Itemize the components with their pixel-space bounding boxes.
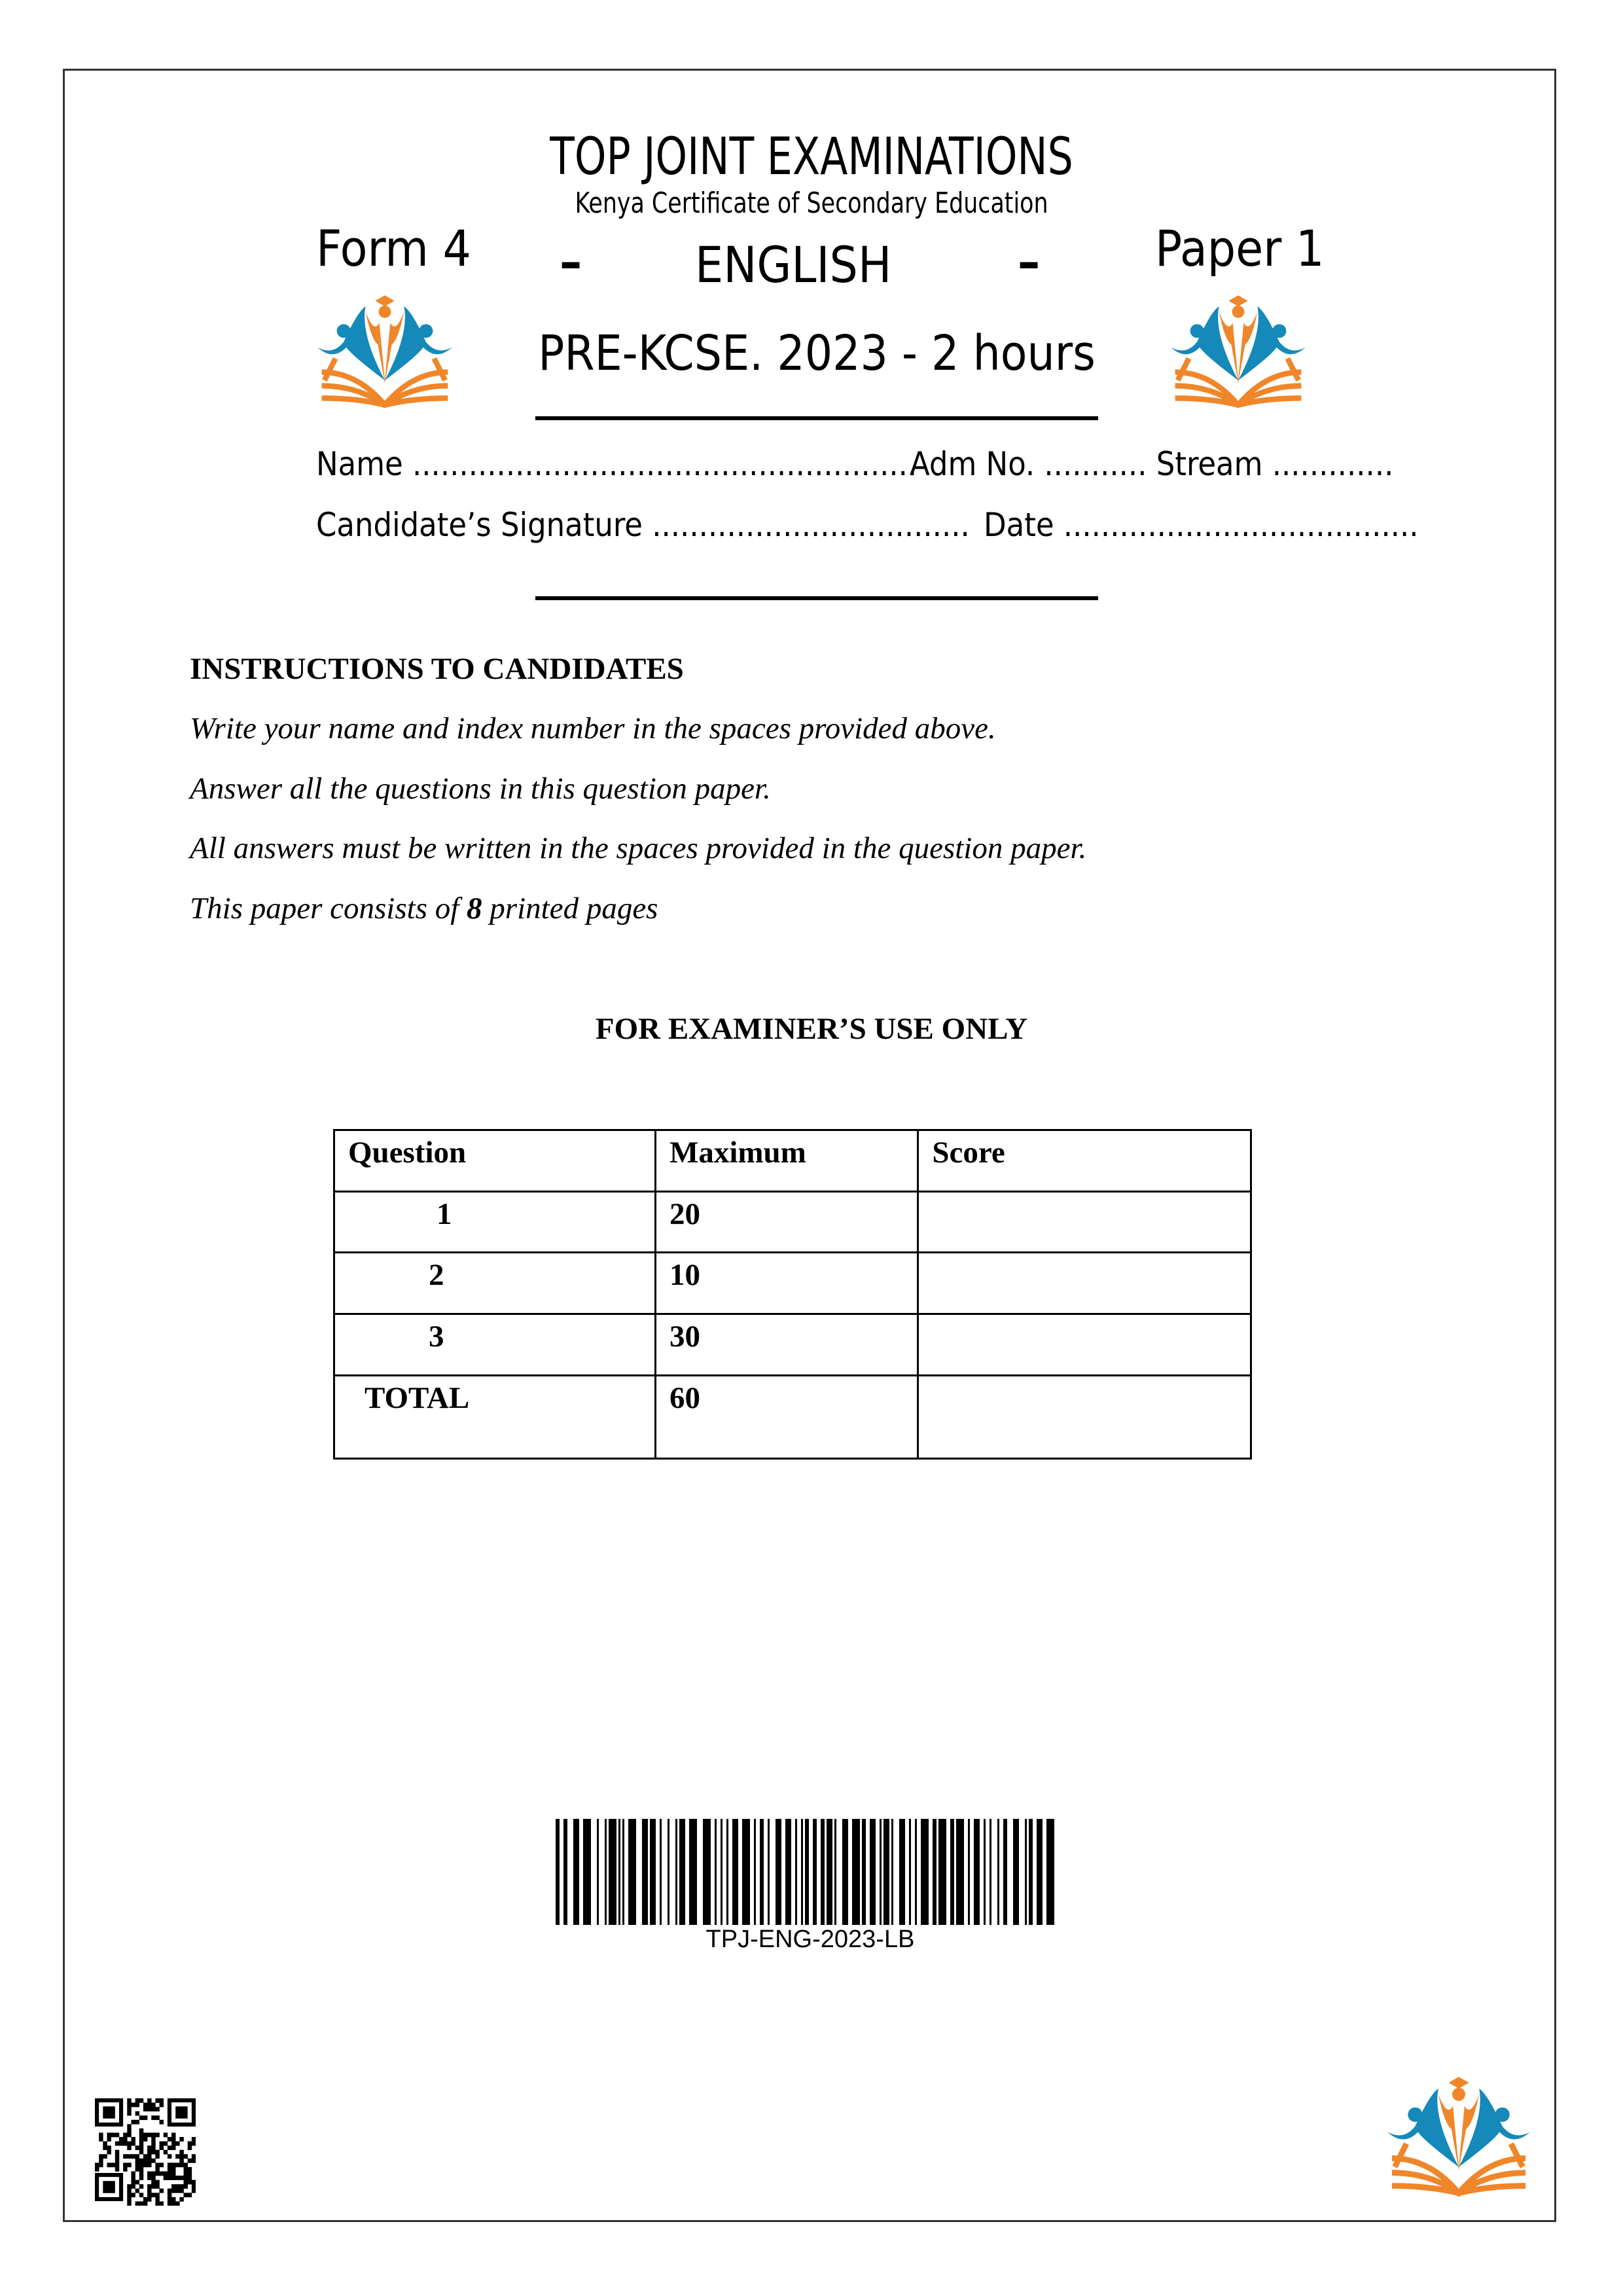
barcode-bar bbox=[1037, 1819, 1043, 1925]
logo-icon bbox=[316, 293, 454, 408]
barcode-bar bbox=[679, 1819, 685, 1925]
form-label: Form 4 bbox=[316, 219, 472, 278]
barcode-bar bbox=[760, 1819, 764, 1925]
barcode-bar bbox=[915, 1819, 917, 1925]
barcode-bar bbox=[921, 1819, 929, 1925]
barcode-bar bbox=[785, 1819, 791, 1925]
barcode-bar bbox=[909, 1819, 911, 1925]
barcode-bar bbox=[968, 1819, 970, 1925]
barcode-bar bbox=[1025, 1819, 1027, 1925]
barcode-bar bbox=[933, 1819, 936, 1925]
barcode-bar bbox=[563, 1819, 567, 1925]
barcode-bar bbox=[622, 1819, 624, 1925]
barcode-bar bbox=[618, 1819, 620, 1925]
barcode-bar bbox=[984, 1819, 986, 1925]
barcode-bar bbox=[628, 1819, 636, 1925]
barcode-bar bbox=[726, 1819, 728, 1925]
logo-icon bbox=[1169, 293, 1307, 408]
barcode-bar bbox=[821, 1819, 825, 1925]
barcode-bar bbox=[1029, 1819, 1033, 1925]
barcode-bar bbox=[583, 1819, 591, 1925]
barcode-bar bbox=[852, 1819, 860, 1925]
barcode-bar bbox=[1013, 1819, 1019, 1925]
column-header: Score bbox=[918, 1130, 1251, 1192]
barcode-bar bbox=[834, 1819, 836, 1925]
barcode-bar bbox=[883, 1819, 889, 1925]
barcode-bar bbox=[732, 1819, 738, 1925]
barcode-bar bbox=[689, 1819, 697, 1925]
maximum-cell: 30 bbox=[655, 1314, 918, 1376]
barcode-bar bbox=[880, 1819, 882, 1925]
barcode-bar bbox=[795, 1819, 797, 1925]
divider bbox=[535, 416, 1098, 420]
divider bbox=[535, 596, 1098, 600]
question-cell: 1 bbox=[334, 1192, 656, 1253]
score-cell[interactable] bbox=[918, 1192, 1251, 1253]
barcode-bar bbox=[974, 1819, 980, 1925]
column-header: Question bbox=[334, 1130, 656, 1192]
barcode-bar bbox=[703, 1819, 711, 1925]
maximum-cell: 60 bbox=[655, 1376, 918, 1459]
exam-subtitle: Kenya Certificate of Secondary Education bbox=[575, 187, 1048, 220]
question-cell: TOTAL bbox=[334, 1376, 656, 1459]
barcode-bar bbox=[870, 1819, 876, 1925]
instruction-line: Write your name and index number in the spaces provided above. bbox=[190, 711, 996, 745]
barcode-bar bbox=[801, 1819, 803, 1925]
logo-icon bbox=[1386, 2073, 1531, 2197]
barcode-bar bbox=[609, 1819, 616, 1925]
column-header: Maximum bbox=[655, 1130, 918, 1192]
barcode-bar bbox=[721, 1819, 722, 1925]
barcode-bar bbox=[956, 1819, 964, 1925]
score-cell[interactable] bbox=[918, 1314, 1251, 1376]
exam-body-title: TOP JOINT EXAMINATIONS bbox=[550, 128, 1073, 187]
pages-count: 8 bbox=[467, 891, 482, 925]
barcode-bar bbox=[990, 1819, 991, 1925]
name-field: Name ...................................................... bbox=[316, 445, 918, 483]
instruction-line: All answers must be written in the spaces provided in the question paper. bbox=[190, 831, 1087, 865]
barcode-bar bbox=[827, 1819, 832, 1925]
barcode-text: TPJ-ENG-2023-LB bbox=[705, 1926, 915, 1953]
instruction-line: Answer all the questions in this question paper. bbox=[190, 772, 771, 806]
barcode-bar bbox=[891, 1819, 893, 1925]
barcode-bar bbox=[768, 1819, 770, 1925]
barcode-bar bbox=[997, 1819, 999, 1925]
barcode-bar bbox=[597, 1819, 599, 1925]
barcode bbox=[556, 1819, 1065, 1925]
barcode-bar bbox=[668, 1819, 669, 1925]
barcode-bar bbox=[899, 1819, 905, 1925]
paper-label: Paper 1 bbox=[1155, 219, 1325, 278]
barcode-bar bbox=[556, 1819, 560, 1925]
signature-field: Candidate’s Signature .................................. bbox=[316, 506, 970, 544]
table-header-row bbox=[334, 1130, 1251, 1192]
subject-title: ENGLISH bbox=[695, 236, 892, 294]
exam-session: PRE-KCSE. 2023 - 2 hours bbox=[538, 325, 1096, 382]
maximum-cell: 10 bbox=[655, 1253, 918, 1314]
barcode-bar bbox=[660, 1819, 662, 1925]
dash-left: – bbox=[560, 232, 582, 291]
date-field: Date ...................................... bbox=[984, 506, 1419, 544]
maximum-cell: 20 bbox=[655, 1192, 918, 1253]
barcode-bar bbox=[813, 1819, 817, 1925]
barcode-bar bbox=[862, 1819, 866, 1925]
barcode-bar bbox=[675, 1819, 677, 1925]
barcode-bar bbox=[754, 1819, 756, 1925]
instructions-heading: INSTRUCTIONS TO CANDIDATES bbox=[190, 652, 684, 686]
barcode-bar bbox=[776, 1819, 781, 1925]
barcode-bar bbox=[950, 1819, 954, 1925]
pages-suffix: printed pages bbox=[482, 891, 658, 925]
instruction-line bbox=[190, 891, 658, 926]
qr-code bbox=[95, 2098, 196, 2206]
barcode-bar bbox=[805, 1819, 809, 1925]
adm-stream-field: Adm No. ........... Stream ............. bbox=[910, 445, 1394, 483]
barcode-bar bbox=[715, 1819, 717, 1925]
score-table bbox=[333, 1129, 1252, 1460]
barcode-bar bbox=[842, 1819, 848, 1925]
question-cell: 2 bbox=[334, 1253, 656, 1314]
barcode-bar bbox=[642, 1819, 648, 1925]
question-cell: 3 bbox=[334, 1314, 656, 1376]
table-row bbox=[334, 1192, 1251, 1253]
score-cell[interactable] bbox=[918, 1253, 1251, 1314]
barcode-bar bbox=[938, 1819, 946, 1925]
examiner-heading: FOR EXAMINER’S USE ONLY bbox=[595, 1012, 1028, 1046]
barcode-bar bbox=[650, 1819, 656, 1925]
barcode-bar bbox=[1046, 1819, 1054, 1925]
barcode-bar bbox=[1003, 1819, 1007, 1925]
pages-prefix: This paper consists of bbox=[190, 891, 467, 925]
table-row bbox=[334, 1314, 1251, 1376]
score-cell[interactable] bbox=[918, 1376, 1251, 1459]
barcode-bar bbox=[742, 1819, 750, 1925]
dash-right: – bbox=[1018, 232, 1041, 291]
barcode-bar bbox=[573, 1819, 579, 1925]
table-row bbox=[334, 1253, 1251, 1314]
barcode-bar bbox=[605, 1819, 607, 1925]
table-row-total bbox=[334, 1376, 1251, 1459]
